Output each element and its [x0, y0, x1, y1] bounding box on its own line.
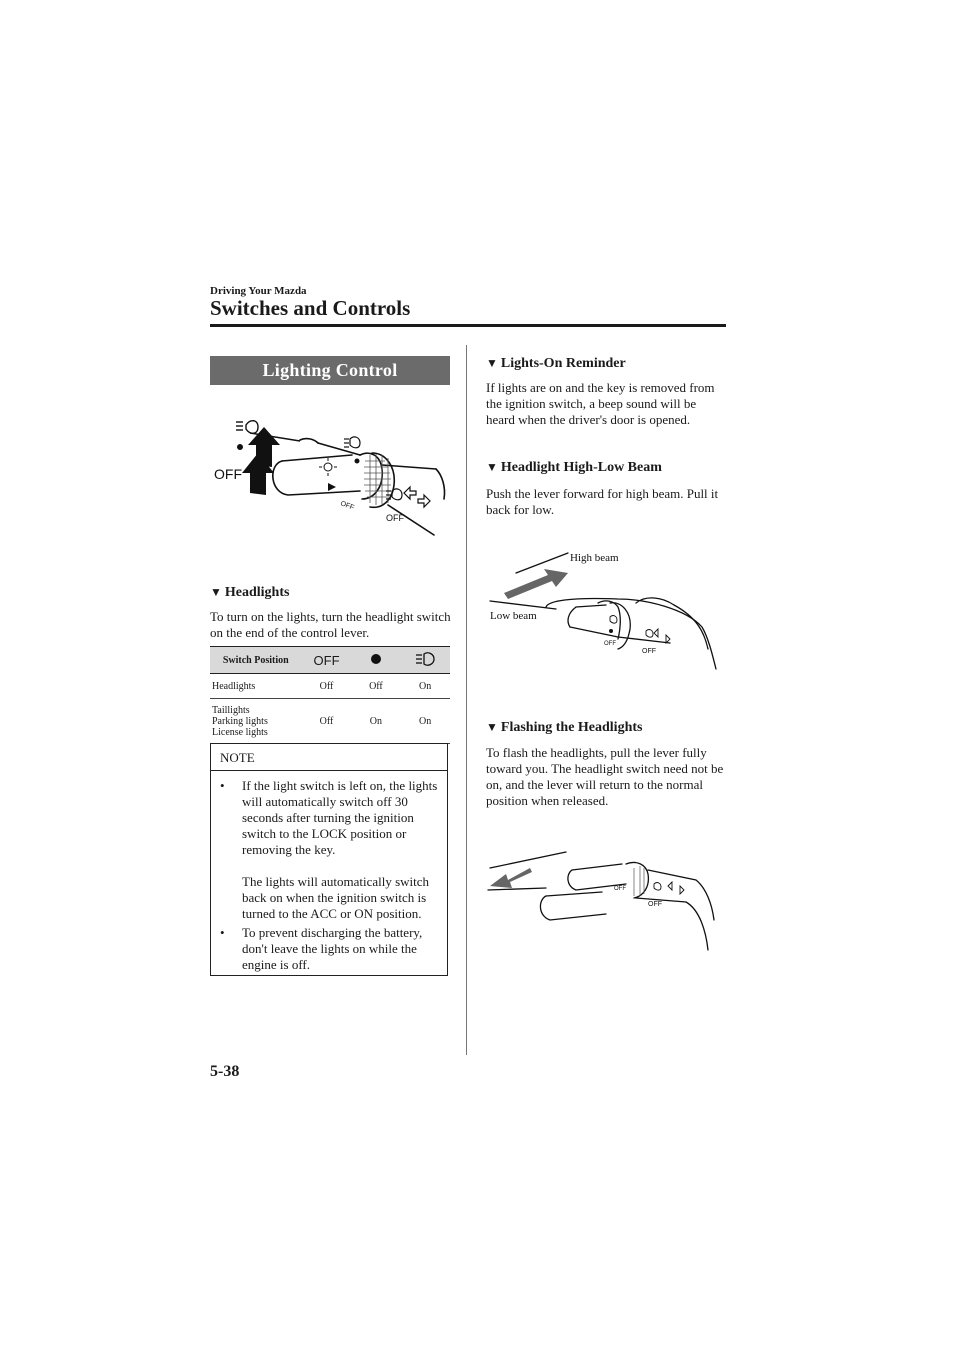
page-title: Switches and Controls [210, 296, 411, 320]
headlamp-icon [414, 652, 436, 666]
note-title: NOTE [220, 750, 255, 765]
lighting-lever-illustration [210, 395, 450, 565]
note-bullet-2-text: To prevent discharging the battery, don't leave the lights on while the engine is off. [242, 925, 423, 972]
off-label-small: OFF [339, 500, 355, 512]
off-mark: OFF [614, 886, 626, 892]
off-mark: OFF [604, 641, 616, 647]
bullet-icon: • [220, 925, 225, 940]
flash-heading-text: Flashing the Headlights [500, 720, 643, 735]
note-bullet-2 [220, 925, 445, 973]
section-kicker: Driving Your Mazda [210, 285, 307, 297]
reminder-heading [486, 356, 626, 372]
lighting-control-banner: Lighting Control [210, 356, 450, 385]
beam-body: Push the lever forward for high beam. Pull it back for low. [486, 486, 719, 517]
triangle-marker-icon: ▼ [486, 720, 498, 734]
headlights-body: To turn on the lights, turn the headlight switch on the end of the control lever. [210, 609, 451, 640]
note-bullet-1-text: If the light switch is left on, the lights will automatically switch off 30 seconds after turning the ignition switch to the LOCK position or removing the key. [242, 778, 438, 857]
table-header-parking [352, 647, 401, 674]
table-header-switch-position: Switch Position [210, 647, 302, 674]
reminder-body: If lights are on and the key is removed from the ignition switch, a beep sound will be heard when the driver's door is opened. [486, 380, 715, 427]
table-row-label: Headlights [212, 680, 256, 692]
parking-dot-icon [371, 654, 381, 664]
table-header-headlamp [400, 647, 450, 674]
page-number: 5-38 [210, 1063, 240, 1080]
bullet-icon: • [220, 778, 225, 793]
off-mark-ring: OFF [648, 901, 662, 908]
table-cell: On [369, 715, 383, 727]
table-row [210, 699, 450, 744]
flash-body: To flash the headlights, pull the lever fully toward you. The headlight switch need not be on, and the lever will return to the normal position when released. [486, 745, 724, 808]
table-cell: Off [319, 680, 334, 692]
reminder-heading-text: Lights-On Reminder [500, 356, 626, 371]
table-row [210, 674, 450, 699]
beam-heading [486, 460, 662, 476]
off-label: OFF [214, 466, 242, 482]
flash-heading [486, 720, 642, 736]
table-cell: On [419, 680, 432, 692]
beam-heading-text: Headlight High-Low Beam [500, 460, 662, 475]
table-row-label: Taillights Parking lights License lights [212, 704, 268, 738]
note-rule [211, 770, 447, 771]
high-low-beam-illustration [486, 545, 726, 675]
high-beam-label: High beam [570, 552, 619, 564]
table-cell: Off [319, 715, 334, 727]
table-header-off: OFF [302, 647, 352, 674]
note-bullet-1-continuation: The lights will automatically switch back on when the ignition switch is turned to the ACC or ON position. [242, 874, 430, 921]
headlights-heading [210, 585, 289, 601]
flash-headlights-illustration [486, 840, 726, 970]
table-cell: Off [369, 680, 383, 692]
headlights-heading-text: Headlights [224, 585, 290, 600]
off-label-ring: OFF [386, 513, 404, 523]
low-beam-label: Low beam [490, 610, 537, 622]
column-divider [466, 345, 467, 1055]
triangle-marker-icon: ▼ [210, 585, 222, 599]
switch-position-table [210, 646, 450, 744]
triangle-marker-icon: ▼ [486, 356, 498, 370]
header-rule [210, 324, 726, 327]
note-box [210, 743, 448, 976]
note-bullet-1 [220, 778, 445, 922]
off-mark-ring: OFF [642, 648, 656, 655]
table-cell: On [419, 715, 432, 727]
triangle-marker-icon: ▼ [486, 460, 498, 474]
